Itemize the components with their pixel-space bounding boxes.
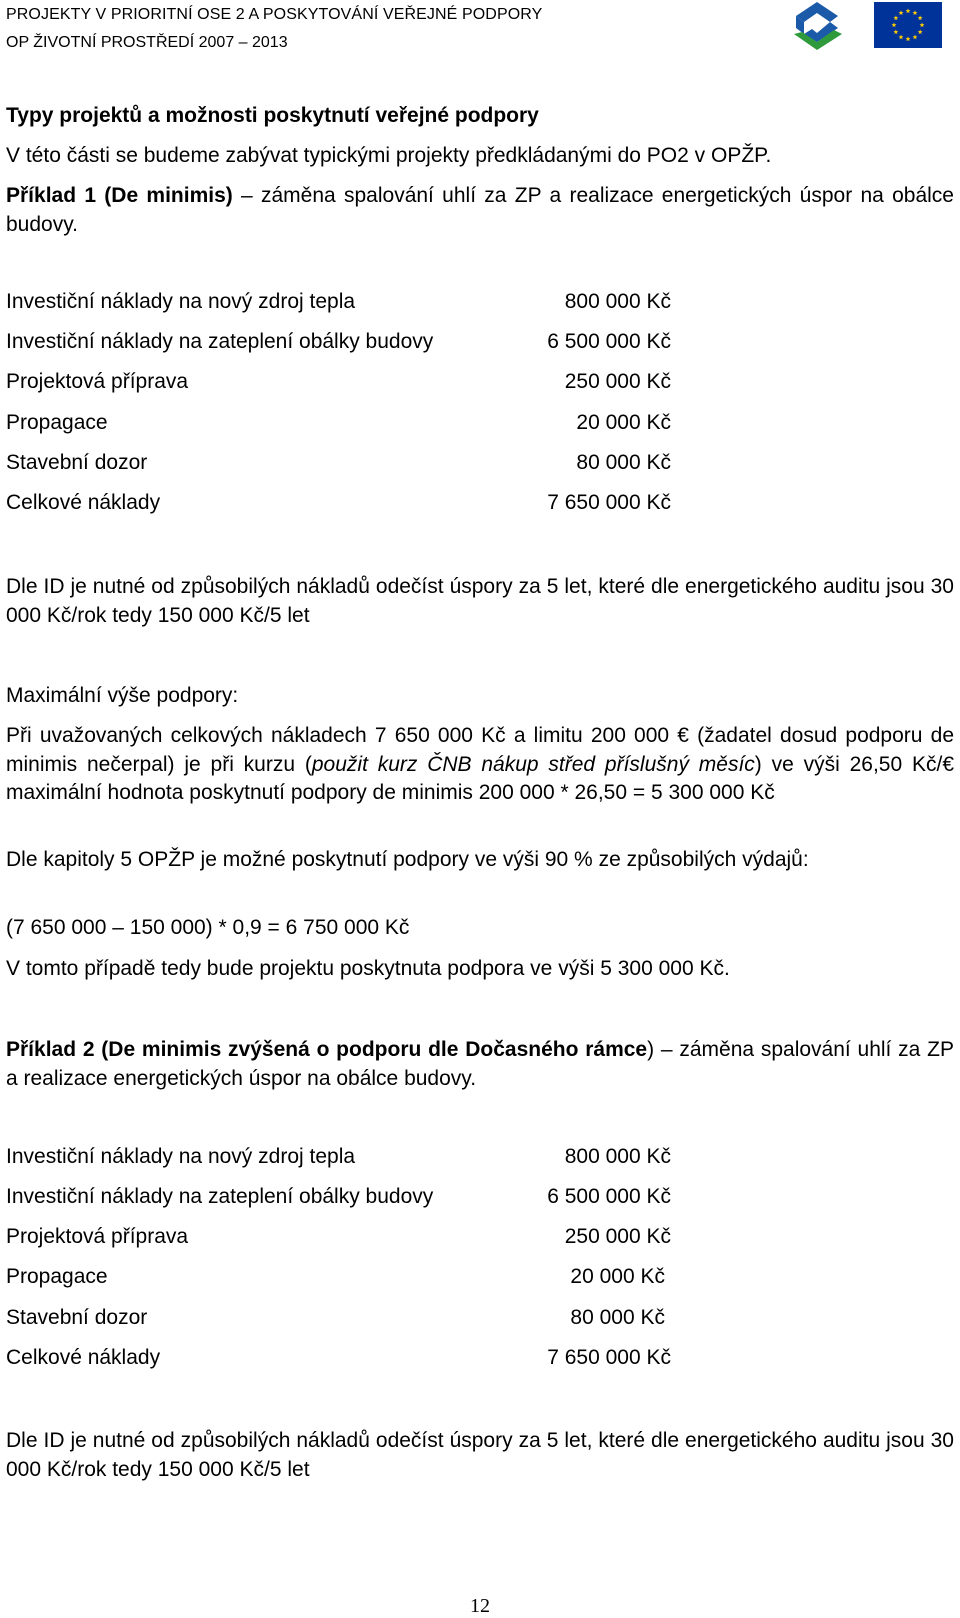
cost-row	[6, 370, 671, 400]
cost-row	[6, 290, 671, 320]
cost-value: 20 000 Kč	[576, 411, 671, 434]
cost-label: Stavební dozor	[6, 1306, 148, 1329]
section-intro: V této části se budeme zabývat typickými projekty předkládanými do PO2 v OPŽP.	[6, 144, 772, 167]
example1-title: Příklad 1 (De minimis)	[6, 184, 233, 207]
example2-title: Příklad 2 (De minimis zvýšená o podporu dle Dočasného rámce	[6, 1038, 648, 1061]
calc-exchange-rate-note: použit kurz ČNB nákup střed příslušný měsíc	[311, 752, 755, 776]
cost-value: 250 000 Kč	[564, 370, 671, 393]
cost-value: 250 000 Kč	[564, 1225, 671, 1248]
max-support-label: Maximální výše podpory:	[6, 684, 239, 707]
cost-label: Stavební dozor	[6, 451, 148, 474]
cost-value: 80 000 Kč	[576, 451, 671, 474]
chapter-note: Dle kapitoly 5 OPŽP je možné poskytnutí podpory ve výši 90 % ze způsobilých výdajů:	[6, 848, 809, 871]
opzp-logo-icon	[786, 0, 848, 52]
cost-value: 6 500 000 Kč	[547, 1185, 671, 1208]
example2-heading	[6, 1036, 954, 1093]
example1-savings: Dle ID je nutné od způsobilých nákladů odečíst úspory za 5 let, které dle energetického auditu jsou 30 000 Kč/rok tedy 150 000 Kč/5 let	[6, 575, 954, 627]
cost-label: Celkové náklady	[6, 491, 161, 514]
header-title-line2: OP ŽIVOTNÍ PROSTŘEDÍ 2007 – 2013	[6, 34, 288, 51]
conclusion: V tomto případě tedy bude projektu poskytnuta podpora ve výši 5 300 000 Kč.	[6, 957, 730, 980]
cost-row	[6, 1265, 665, 1295]
example2-description: ) – záměna spalování uhlí za ZP a realizace energetických úspor na obálce budovy.	[6, 1038, 954, 1090]
header-title-line1: PROJEKTY V PRIORITNÍ OSE 2 A POSKYTOVÁNÍ VEŘEJNÉ PODPORY	[6, 6, 543, 23]
cost-label: Projektová příprava	[6, 1225, 189, 1248]
cost-value: 7 650 000 Kč	[547, 1346, 671, 1369]
cost-value: 800 000 Kč	[564, 290, 671, 313]
formula: (7 650 000 – 150 000) * 0,9 = 6 750 000 Kč	[6, 916, 410, 939]
example1-heading	[6, 182, 954, 239]
eu-flag-icon	[874, 2, 942, 48]
page-number: 12	[470, 1595, 490, 1617]
cost-value: 6 500 000 Kč	[547, 330, 671, 353]
cost-row	[6, 1306, 665, 1336]
cost-row	[6, 411, 671, 441]
cost-value: 80 000 Kč	[570, 1306, 665, 1329]
cost-label: Investiční náklady na nový zdroj tepla	[6, 1145, 356, 1168]
example2-savings: Dle ID je nutné od způsobilých nákladů odečíst úspory za 5 let, které dle energetického auditu jsou 30 000 Kč/rok tedy 150 000 Kč/5 let	[6, 1429, 954, 1481]
calc-text: Při uvažovaných celkových nákladech 7 650 000 Kč a limitu 200 000 € (žadatel dosud podporu de minimis nečerpal) je při kurzu (	[6, 724, 954, 776]
cost-row	[6, 1185, 671, 1215]
cost-label: Investiční náklady na zateplení obálky budovy	[6, 330, 434, 353]
cost-row	[6, 1225, 671, 1255]
cost-label: Celkové náklady	[6, 1346, 161, 1369]
calc-text: ) ve výši 26,50 Kč/€ maximální hodnota poskytnutí podpory de minimis 200 000 * 26,50 = 5 300 000 Kč	[6, 752, 954, 804]
cost-label: Propagace	[6, 411, 108, 434]
cost-row-total	[6, 1346, 671, 1376]
support-calculation	[6, 722, 954, 808]
section-title: Typy projektů a možnosti poskytnutí veřejné podpory	[6, 104, 539, 127]
cost-label: Propagace	[6, 1265, 108, 1288]
cost-value: 20 000 Kč	[570, 1265, 665, 1288]
cost-label: Investiční náklady na nový zdroj tepla	[6, 290, 356, 313]
cost-row	[6, 330, 671, 360]
cost-row	[6, 451, 671, 481]
cost-row	[6, 1145, 671, 1175]
cost-value: 800 000 Kč	[564, 1145, 671, 1168]
cost-label: Projektová příprava	[6, 370, 189, 393]
cost-row-total	[6, 491, 671, 521]
cost-label: Investiční náklady na zateplení obálky budovy	[6, 1185, 434, 1208]
example1-description: – záměna spalování uhlí za ZP a realizace energetických úspor na obálce budovy.	[6, 184, 954, 236]
cost-value: 7 650 000 Kč	[547, 491, 671, 514]
